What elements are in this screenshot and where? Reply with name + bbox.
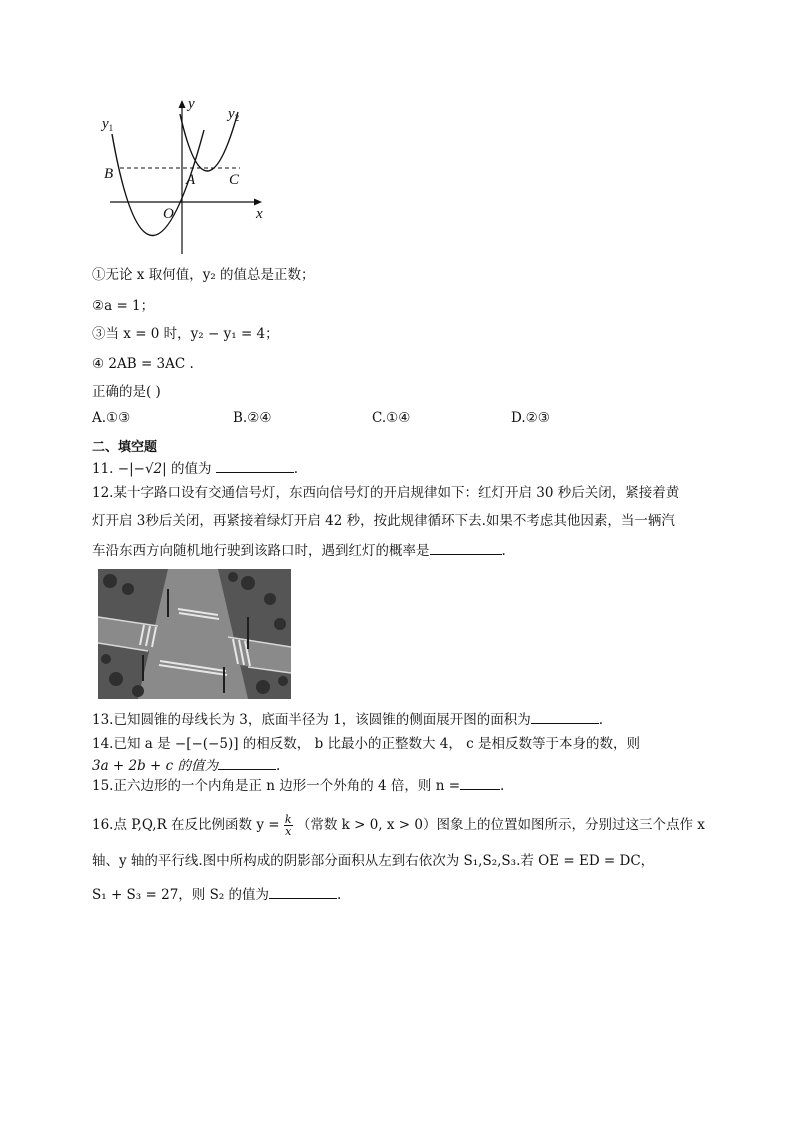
q16-line-1b: （常数 k > 0, x > 0）图象上的位置如图所示，分别过这三个点作 x bbox=[296, 817, 705, 833]
intersection-photo bbox=[98, 569, 291, 699]
parabola-graph bbox=[96, 94, 276, 260]
q10-choice-d[interactable]: D.②③ bbox=[511, 410, 550, 426]
q14-line-1: 14.已知 a 是 −[−(−5)] 的相反数， b 比最小的正整数大 4， c 是相反数等于本身的数，则 bbox=[92, 736, 641, 752]
x-axis-arrow bbox=[254, 199, 262, 206]
q14-answer-blank[interactable] bbox=[218, 755, 276, 770]
q12-answer-blank[interactable] bbox=[430, 540, 502, 555]
q16-line-1a: 16.点 P,Q,R 在反比例函数 y = bbox=[92, 817, 280, 833]
section-title: 二、填空题 bbox=[92, 440, 158, 455]
q16-fraction-numerator: k bbox=[284, 813, 292, 826]
label-x: x bbox=[256, 206, 263, 222]
q10-statement-2: ②a = 1； bbox=[92, 298, 155, 314]
label-c: C bbox=[229, 172, 240, 188]
q10-statement-3: ③当 x = 0 时，y₂ − y₁ = 4； bbox=[92, 326, 279, 342]
q11-answer-blank[interactable] bbox=[216, 458, 294, 473]
q14-line-2 bbox=[92, 755, 280, 775]
q15 bbox=[92, 775, 504, 795]
q12-end: . bbox=[501, 543, 506, 559]
q12-line-3-text: 车沿东西方向随机地行驶到该路口时，遇到红灯的概率是 bbox=[92, 543, 430, 559]
q11-expression: −|−√2| bbox=[117, 461, 167, 477]
q13-text: 13.已知圆锥的母线长为 3，底面半径为 1，该圆锥的侧面展开图的面积为 bbox=[92, 712, 531, 728]
label-y: y bbox=[188, 96, 195, 112]
q13 bbox=[92, 709, 603, 729]
q10-choice-b[interactable]: B.②④ bbox=[233, 410, 272, 426]
q16-end: . bbox=[337, 887, 342, 903]
q12-line-1: 12.某十字路口设有交通信号灯，东西向信号灯的开启规律如下：红灯开启 30 秒后关闭，紧接着黄 bbox=[92, 485, 680, 501]
y-axis-arrow bbox=[179, 100, 186, 108]
q12-line-2: 灯开启 3秒后关闭，再紧接着绿灯开启 42 秒，按此规律循环下去.如果不考虑其他因素，当一辆汽 bbox=[92, 513, 675, 529]
q14-line-2-text: 3a + 2b + c 的值为 bbox=[92, 758, 219, 774]
q12-line-3 bbox=[92, 540, 506, 560]
q10-choice-c[interactable]: C.①④ bbox=[372, 410, 411, 426]
q16-line-3-text: S₁ + S₃ = 27，则 S₂ 的值为 bbox=[92, 887, 270, 903]
label-o: O bbox=[163, 206, 174, 222]
q16-line-3 bbox=[92, 884, 341, 904]
q10-statement-4: ④ 2AB = 3AC . bbox=[92, 356, 194, 372]
q11-end: . bbox=[293, 461, 299, 477]
label-y2: $y_2$ bbox=[228, 106, 240, 123]
q10-statement-1: ①无论 x 取何值，y₂ 的值总是正数； bbox=[92, 267, 315, 283]
q15-text: 15.正六边形的一个内角是正 n 边形一个外角的 4 倍，则 n = bbox=[92, 778, 461, 794]
label-y1: $y_1$ bbox=[102, 116, 114, 133]
q11-number: 11. bbox=[92, 461, 114, 477]
q16-answer-blank[interactable] bbox=[269, 884, 337, 899]
q16-line-1 bbox=[92, 814, 705, 837]
label-b: B bbox=[104, 166, 114, 182]
q16-line-2: 轴、y 轴的平行线.图中所构成的阴影部分面积从左到右依次为 S₁,S₂,S₃.若 OE = ED = DC， bbox=[92, 853, 655, 869]
q15-answer-blank[interactable] bbox=[460, 775, 500, 790]
q11 bbox=[92, 458, 298, 478]
label-a: A bbox=[186, 172, 196, 188]
intersection-drawing bbox=[98, 569, 291, 699]
q16-fraction bbox=[284, 814, 293, 837]
q10-choice-a[interactable]: A.①③ bbox=[92, 410, 131, 426]
q13-answer-blank[interactable] bbox=[531, 709, 599, 724]
q16-fraction-denominator: x bbox=[285, 825, 292, 838]
q14-end: . bbox=[276, 758, 281, 774]
q15-end: . bbox=[500, 778, 505, 794]
q10-prompt: 正确的是( ) bbox=[92, 384, 161, 400]
q13-end: . bbox=[598, 712, 604, 728]
q11-text: 的值为 bbox=[171, 461, 212, 477]
